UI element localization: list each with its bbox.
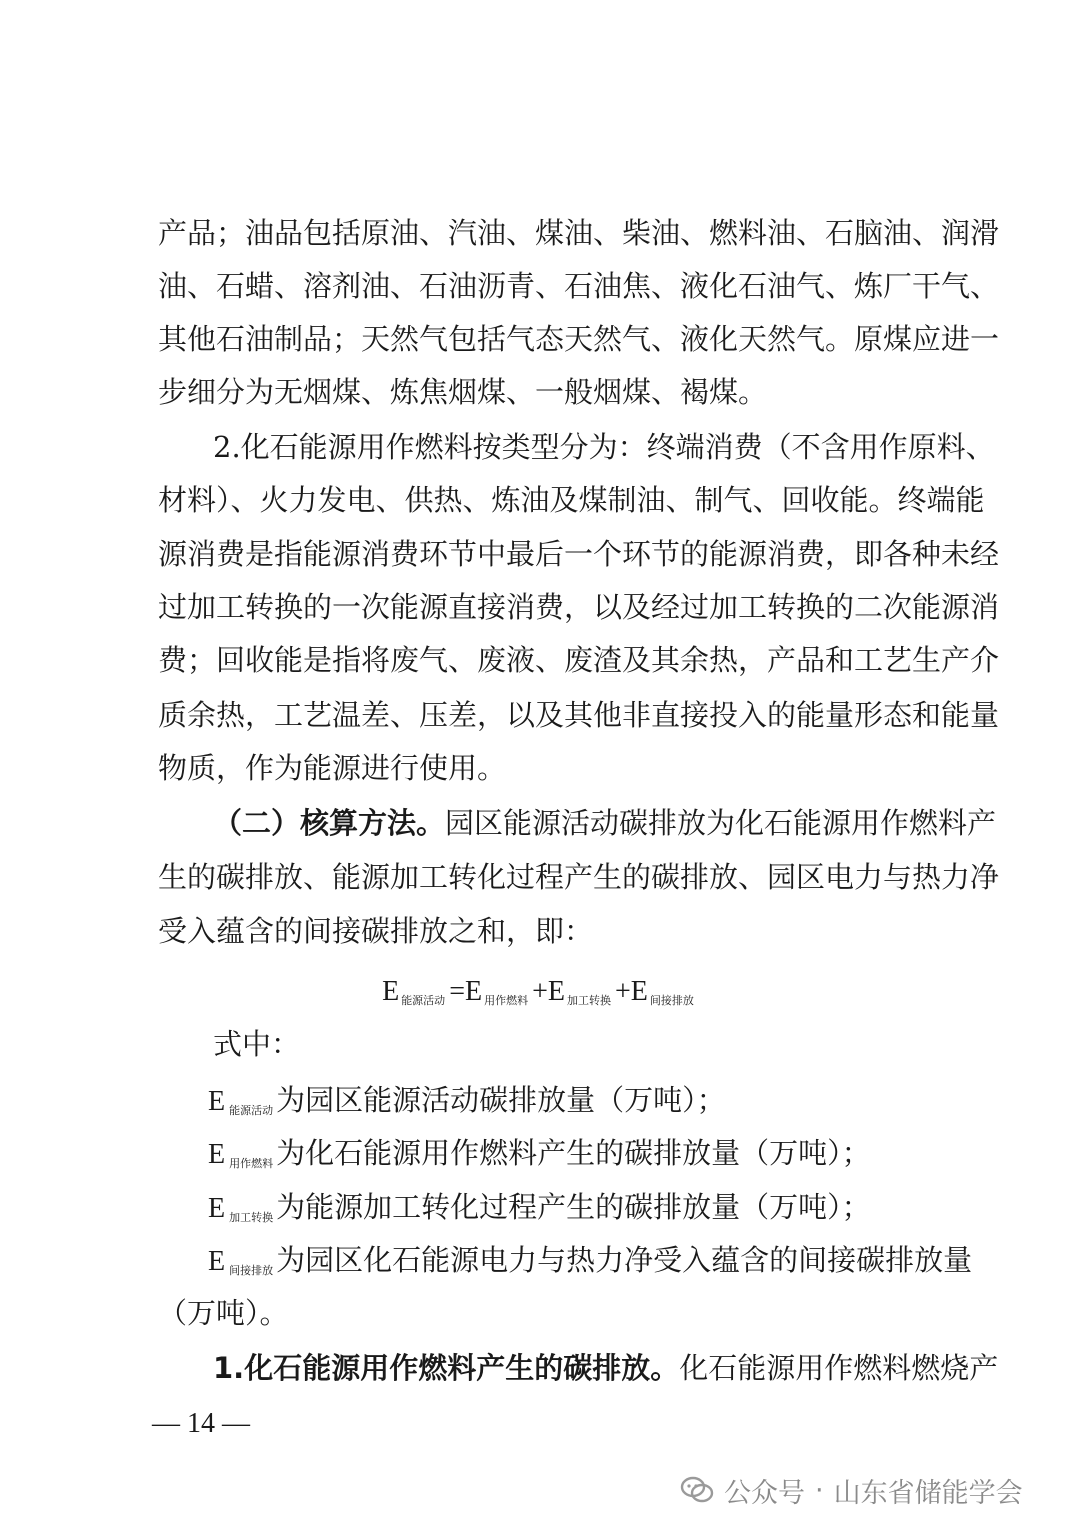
- page-number: — 14 —: [152, 1408, 250, 1439]
- definition-total: [208, 1080, 726, 1120]
- definition-sub: 加工转换: [229, 1211, 274, 1224]
- formula-E-fuel: E: [464, 976, 483, 1007]
- watermark-dot: ·: [815, 1474, 824, 1506]
- paragraph1-line1: 产品；油品包括原油、汽油、煤油、柴油、燃料油、石脑油、润滑: [158, 216, 1000, 250]
- definition-sub: 间接排放: [229, 1264, 274, 1277]
- paragraph2-line7: 物质，作为能源进行使用。: [158, 751, 507, 785]
- definition-text: 为化石能源用作燃料产生的碳排放量（万吨）；: [276, 1136, 871, 1170]
- watermark-prefix: 公众号: [724, 1477, 805, 1509]
- formula-E-indirect: E: [630, 976, 648, 1007]
- definition-conversion: [208, 1187, 871, 1227]
- paragraph2-line3: 源消费是指能源消费环节中最后一个环节的能源消费，即各种未经: [158, 537, 1000, 571]
- paragraph3-line2: 生的碳排放、能源加工转化过程产生的碳排放、园区电力与热力净: [158, 860, 1000, 894]
- formula-sub-total: 能源活动: [401, 994, 446, 1007]
- wechat-watermark: [680, 1470, 1023, 1510]
- paragraph3-line1: [213, 803, 997, 843]
- paragraph1-line2: 油、石蜡、溶剂油、石油沥青、石油焦、液化石油气、炼厂干气、: [158, 269, 1000, 303]
- where-label: 式中：: [213, 1027, 301, 1061]
- paragraph2-line4: 过加工转换的一次能源直接消费，以及经过加工转换的二次能源消: [158, 590, 1000, 624]
- definition-text: 为能源加工转化过程产生的碳排放量（万吨）；: [276, 1190, 871, 1224]
- paragraph4-rest: 化石能源用作燃料燃烧产: [679, 1351, 999, 1385]
- definition-continuation: （万吨）。: [158, 1296, 289, 1330]
- definition-text: 为园区化石能源电力与热力净受入蕴含的间接碳排放量: [276, 1243, 973, 1277]
- formula-plus-1: +: [532, 976, 548, 1007]
- paragraph3-line3: 受入蕴含的间接碳排放之和，即：: [158, 914, 594, 948]
- formula-E-total: E: [382, 976, 400, 1007]
- definition-E: E: [208, 1246, 226, 1277]
- emission-formula: [0, 972, 1080, 1021]
- definition-E: E: [208, 1139, 226, 1170]
- paragraph2-line1: 2.化石能源用作燃料按类型分为：终端消费（不含用作原料、: [213, 430, 995, 464]
- formula-equals: =: [449, 976, 465, 1007]
- formula-sub-indirect: 间接排放: [649, 994, 694, 1007]
- definition-fuel: [208, 1133, 871, 1173]
- watermark-name: 山东省储能学会: [833, 1477, 1023, 1509]
- definition-text: 为园区能源活动碳排放量（万吨）；: [276, 1083, 726, 1117]
- definition-sub: 用作燃料: [229, 1157, 274, 1170]
- paragraph2-line5: 费；回收能是指将废气、废液、废渣及其余热，产品和工艺生产介: [158, 643, 1000, 677]
- paragraph2-line6: 质余热，工艺温差、压差，以及其他非直接投入的能量形态和能量: [158, 698, 1000, 732]
- paragraph1-line4: 步细分为无烟煤、炼焦烟煤、一般烟煤、褐煤。: [158, 375, 768, 409]
- wechat-channel-icon: [680, 1475, 714, 1505]
- definition-indirect: [208, 1240, 972, 1280]
- definition-E: E: [208, 1193, 226, 1224]
- formula-E-conv: E: [547, 976, 565, 1007]
- formula-sub-conv: 加工转换: [567, 994, 611, 1007]
- paragraph2-line2: 材料）、火力发电、供热、炼油及煤制油、制气、回收能。终端能: [158, 483, 985, 517]
- formula-sub-fuel: 用作燃料: [484, 994, 529, 1007]
- section-heading-fuel-emissions: 1.化石能源用作燃料产生的碳排放。: [213, 1351, 680, 1385]
- definition-sub: 能源活动: [229, 1104, 274, 1117]
- definition-E: E: [208, 1086, 226, 1117]
- section-heading-accounting-method: （二）核算方法。: [213, 806, 446, 840]
- paragraph4-line1: [213, 1348, 999, 1388]
- paragraph1-line3: 其他石油制品；天然气包括气态天然气、液化天然气。原煤应进一: [158, 322, 1000, 356]
- paragraph3-line1-rest: 园区能源活动碳排放为化石能源用作燃料产: [445, 806, 997, 840]
- formula-plus-2: +: [615, 976, 631, 1007]
